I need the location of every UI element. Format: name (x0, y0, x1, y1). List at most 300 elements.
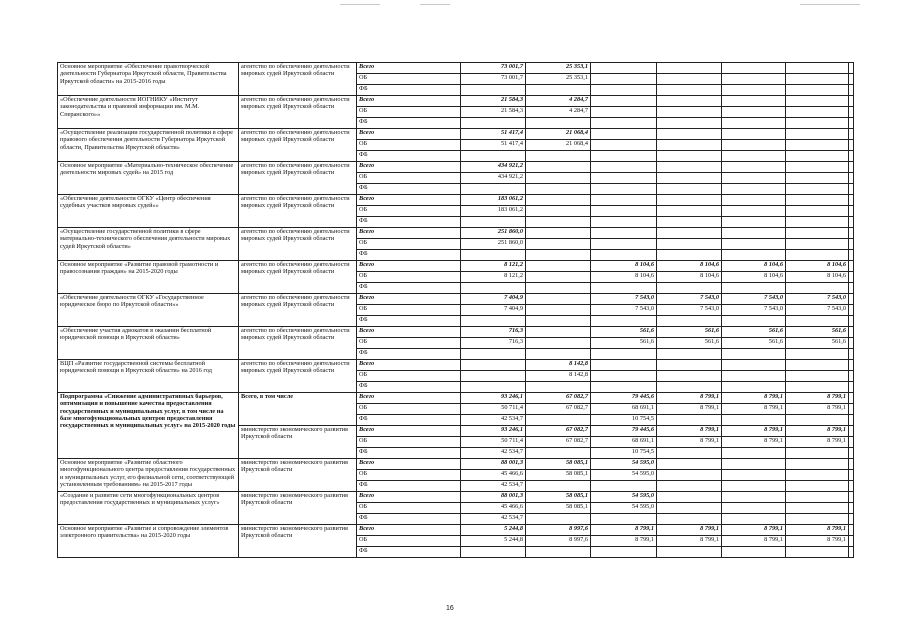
amount-cell (849, 184, 854, 195)
amount-cell (657, 85, 722, 96)
amount-cell (526, 85, 591, 96)
table-row (58, 492, 854, 503)
amount-cell (786, 481, 849, 492)
amount-cell (461, 151, 526, 162)
amount-cell (591, 250, 657, 261)
amount-cell (657, 217, 722, 228)
amount-cell (657, 492, 722, 503)
amount-cell: 54 595,0 (591, 459, 657, 470)
amount-cell (526, 250, 591, 261)
amount-cell (722, 118, 786, 129)
amount-cell (526, 294, 591, 305)
amount-cell (526, 338, 591, 349)
amount-cell: 8 799,1 (786, 393, 849, 404)
amount-cell (849, 118, 854, 129)
funding-source-cell: ФБ (357, 118, 461, 129)
amount-cell (657, 547, 722, 558)
amount-cell (657, 118, 722, 129)
amount-cell (849, 327, 854, 338)
amount-cell: 4 284,7 (526, 96, 591, 107)
amount-cell: 8 104,6 (657, 261, 722, 272)
amount-cell (526, 151, 591, 162)
amount-cell: 8 104,6 (786, 261, 849, 272)
amount-cell (786, 448, 849, 459)
amount-cell (786, 63, 849, 74)
amount-cell: 7 543,0 (722, 294, 786, 305)
amount-cell (786, 74, 849, 85)
measure-cell: ВЦП «Развитие государственной системы бесплатной юридической помощи в Иркутской области» на 2016 год (58, 360, 239, 393)
amount-cell (591, 481, 657, 492)
amount-cell (526, 195, 591, 206)
amount-cell: 8 799,1 (591, 525, 657, 536)
amount-cell (657, 360, 722, 371)
amount-cell (461, 118, 526, 129)
amount-cell (461, 547, 526, 558)
amount-cell: 8 799,1 (657, 404, 722, 415)
amount-cell (786, 195, 849, 206)
executor-cell: агентство по обеспечению деятельности мировых судей Иркутской области (239, 195, 357, 228)
amount-cell (722, 547, 786, 558)
amount-cell: 50 711,4 (461, 404, 526, 415)
amount-cell: 54 595,0 (591, 492, 657, 503)
funding-source-cell: ФБ (357, 547, 461, 558)
amount-cell (526, 547, 591, 558)
amount-cell (526, 448, 591, 459)
measure-cell: Основное мероприятие «Обеспечение правотворческой деятельности Губернатора Иркутской области, Правительства Иркутской области» на 2015-2016 годы (58, 63, 239, 96)
amount-cell (657, 316, 722, 327)
amount-cell (786, 118, 849, 129)
amount-cell: 73 001,7 (461, 74, 526, 85)
funding-source-cell: Всего (357, 96, 461, 107)
amount-cell (722, 316, 786, 327)
amount-cell (849, 459, 854, 470)
amount-cell (786, 129, 849, 140)
amount-cell: 58 085,1 (526, 492, 591, 503)
amount-cell: 58 085,1 (526, 459, 591, 470)
amount-cell (786, 85, 849, 96)
amount-cell (722, 107, 786, 118)
amount-cell: 45 466,6 (461, 470, 526, 481)
amount-cell (657, 228, 722, 239)
amount-cell (849, 63, 854, 74)
funding-source-cell: ОБ (357, 338, 461, 349)
amount-cell (526, 305, 591, 316)
amount-cell: 10 754,5 (591, 415, 657, 426)
amount-cell (722, 503, 786, 514)
amount-cell: 54 595,0 (591, 503, 657, 514)
amount-cell (722, 217, 786, 228)
amount-cell (722, 74, 786, 85)
amount-cell (722, 360, 786, 371)
amount-cell (657, 349, 722, 360)
amount-cell: 67 082,7 (526, 437, 591, 448)
funding-source-cell: ФБ (357, 349, 461, 360)
amount-cell (526, 206, 591, 217)
amount-cell: 67 082,7 (526, 393, 591, 404)
amount-cell: 8 121,2 (461, 272, 526, 283)
executor-cell: министерство экономического развития Иркутской области (239, 492, 357, 525)
funding-source-cell: Всего (357, 459, 461, 470)
amount-cell: 8 799,1 (786, 426, 849, 437)
funding-source-cell: Всего (357, 228, 461, 239)
table-row (58, 360, 854, 371)
table-row (58, 162, 854, 173)
funding-source-cell: ОБ (357, 503, 461, 514)
amount-cell: 8 799,1 (591, 536, 657, 547)
amount-cell (849, 382, 854, 393)
amount-cell (849, 294, 854, 305)
funding-source-cell: ФБ (357, 316, 461, 327)
amount-cell (786, 470, 849, 481)
amount-cell: 561,6 (657, 338, 722, 349)
amount-cell: 8 799,1 (722, 426, 786, 437)
funding-source-cell: ФБ (357, 481, 461, 492)
amount-cell (591, 360, 657, 371)
amount-cell (657, 250, 722, 261)
amount-cell: 8 799,1 (722, 525, 786, 536)
amount-cell (657, 184, 722, 195)
amount-cell (849, 140, 854, 151)
table-row (58, 96, 854, 107)
amount-cell (591, 514, 657, 525)
amount-cell (722, 173, 786, 184)
amount-cell (591, 239, 657, 250)
funding-source-cell: ОБ (357, 206, 461, 217)
amount-cell: 8 121,2 (461, 261, 526, 272)
amount-cell: 21 584,3 (461, 96, 526, 107)
table-row (58, 294, 854, 305)
funding-source-cell: ФБ (357, 217, 461, 228)
amount-cell (849, 96, 854, 107)
amount-cell (526, 184, 591, 195)
amount-cell (657, 415, 722, 426)
amount-cell (722, 140, 786, 151)
amount-cell (591, 217, 657, 228)
amount-cell (591, 228, 657, 239)
amount-cell (657, 74, 722, 85)
funding-source-cell: ОБ (357, 173, 461, 184)
amount-cell (849, 338, 854, 349)
amount-cell (849, 305, 854, 316)
amount-cell: 8 799,1 (657, 393, 722, 404)
amount-cell (786, 360, 849, 371)
amount-cell (461, 184, 526, 195)
amount-cell: 8 997,6 (526, 536, 591, 547)
amount-cell (526, 327, 591, 338)
amount-cell (849, 426, 854, 437)
amount-cell (786, 96, 849, 107)
funding-source-cell: ФБ (357, 151, 461, 162)
amount-cell (461, 316, 526, 327)
amount-cell (591, 349, 657, 360)
amount-cell: 716,3 (461, 327, 526, 338)
amount-cell (849, 448, 854, 459)
amount-cell: 67 082,7 (526, 404, 591, 415)
amount-cell: 7 543,0 (722, 305, 786, 316)
amount-cell (849, 173, 854, 184)
amount-cell (786, 217, 849, 228)
amount-cell: 561,6 (657, 327, 722, 338)
amount-cell (591, 118, 657, 129)
amount-cell (849, 261, 854, 272)
executor-cell: министерство экономического развития Иркутской области (239, 459, 357, 492)
amount-cell (849, 228, 854, 239)
amount-cell: 54 595,0 (591, 470, 657, 481)
amount-cell (591, 162, 657, 173)
amount-cell: 8 799,1 (657, 525, 722, 536)
amount-cell (722, 459, 786, 470)
amount-cell (786, 162, 849, 173)
amount-cell (722, 250, 786, 261)
amount-cell (849, 107, 854, 118)
amount-cell: 561,6 (786, 327, 849, 338)
amount-cell: 5 244,8 (461, 536, 526, 547)
amount-cell: 4 284,7 (526, 107, 591, 118)
table-row (58, 195, 854, 206)
amount-cell: 58 085,1 (526, 503, 591, 514)
measure-cell: «Обеспечение деятельности ОГКУ «Государственное юридическое бюро по Иркутской области»» (58, 294, 239, 327)
amount-cell (849, 360, 854, 371)
budget-table-body (58, 63, 854, 558)
amount-cell: 8 799,1 (786, 525, 849, 536)
amount-cell (849, 481, 854, 492)
amount-cell: 21 068,4 (526, 129, 591, 140)
amount-cell (657, 481, 722, 492)
amount-cell: 79 445,6 (591, 426, 657, 437)
amount-cell (786, 349, 849, 360)
amount-cell (722, 162, 786, 173)
funding-source-cell: ОБ (357, 404, 461, 415)
amount-cell (526, 173, 591, 184)
amount-cell (722, 514, 786, 525)
table-row (58, 327, 854, 338)
amount-cell (849, 547, 854, 558)
amount-cell (526, 415, 591, 426)
amount-cell (786, 228, 849, 239)
amount-cell (786, 173, 849, 184)
amount-cell (526, 228, 591, 239)
amount-cell (461, 85, 526, 96)
amount-cell (722, 228, 786, 239)
amount-cell (657, 195, 722, 206)
amount-cell (591, 316, 657, 327)
executor-cell: агентство по обеспечению деятельности мировых судей Иркутской области (239, 129, 357, 162)
amount-cell: 8 142,8 (526, 371, 591, 382)
amount-cell: 561,6 (591, 338, 657, 349)
executor-cell: министерство экономического развития Иркутской области (239, 525, 357, 558)
amount-cell (461, 382, 526, 393)
amount-cell (657, 107, 722, 118)
funding-source-cell: ФБ (357, 415, 461, 426)
amount-cell (722, 63, 786, 74)
amount-cell: 183 061,2 (461, 195, 526, 206)
amount-cell (591, 85, 657, 96)
amount-cell (849, 470, 854, 481)
amount-cell (849, 272, 854, 283)
amount-cell: 25 353,1 (526, 63, 591, 74)
funding-source-cell: ОБ (357, 140, 461, 151)
amount-cell: 42 534,7 (461, 448, 526, 459)
funding-source-cell: Всего (357, 492, 461, 503)
amount-cell (526, 239, 591, 250)
amount-cell (657, 206, 722, 217)
amount-cell: 561,6 (722, 338, 786, 349)
amount-cell: 51 417,4 (461, 129, 526, 140)
funding-source-cell: Всего (357, 426, 461, 437)
amount-cell: 7 543,0 (591, 305, 657, 316)
measure-cell: «Создание и развитие сети многофункциональных центров предоставления государственных и муниципальных услуг» (58, 492, 239, 525)
amount-cell (786, 492, 849, 503)
amount-cell (786, 316, 849, 327)
funding-source-cell: ОБ (357, 536, 461, 547)
amount-cell (849, 514, 854, 525)
amount-cell (657, 503, 722, 514)
amount-cell (722, 184, 786, 195)
funding-source-cell: Всего (357, 129, 461, 140)
measure-cell: «Обеспечение деятельности ОГКУ «Центр обеспечения судебных участков мировых судей»» (58, 195, 239, 228)
amount-cell (657, 514, 722, 525)
amount-cell: 42 534,7 (461, 514, 526, 525)
amount-cell (849, 503, 854, 514)
amount-cell (591, 140, 657, 151)
funding-source-cell: ФБ (357, 382, 461, 393)
amount-cell (786, 459, 849, 470)
amount-cell (722, 85, 786, 96)
amount-cell (722, 349, 786, 360)
amount-cell (786, 206, 849, 217)
amount-cell (849, 129, 854, 140)
funding-source-cell: ОБ (357, 437, 461, 448)
amount-cell (722, 415, 786, 426)
funding-source-cell: Всего (357, 393, 461, 404)
table-row (58, 63, 854, 74)
amount-cell (849, 206, 854, 217)
amount-cell (786, 184, 849, 195)
amount-cell (722, 206, 786, 217)
amount-cell (461, 349, 526, 360)
amount-cell (722, 239, 786, 250)
measure-cell: «Осуществление реализации государственной политики в сфере правового обеспечения деятельности Губернатора Иркутской области, Правительства Иркутской области» (58, 129, 239, 162)
amount-cell: 42 534,7 (461, 415, 526, 426)
amount-cell (849, 437, 854, 448)
amount-cell: 8 799,1 (657, 437, 722, 448)
funding-source-cell: ФБ (357, 85, 461, 96)
amount-cell (722, 195, 786, 206)
amount-cell (722, 448, 786, 459)
amount-cell (786, 503, 849, 514)
amount-cell: 7 404,9 (461, 305, 526, 316)
amount-cell (722, 481, 786, 492)
amount-cell (786, 140, 849, 151)
amount-cell: 8 799,1 (786, 536, 849, 547)
amount-cell: 8 799,1 (722, 393, 786, 404)
amount-cell (722, 151, 786, 162)
amount-cell (849, 415, 854, 426)
amount-cell: 79 445,6 (591, 393, 657, 404)
amount-cell (461, 283, 526, 294)
funding-source-cell: Всего (357, 525, 461, 536)
funding-source-cell: Всего (357, 261, 461, 272)
amount-cell: 561,6 (786, 338, 849, 349)
amount-cell (722, 96, 786, 107)
table-row (58, 129, 854, 140)
funding-source-cell: ФБ (357, 448, 461, 459)
amount-cell: 8 799,1 (657, 426, 722, 437)
executor-cell: агентство по обеспечению деятельности мировых судей Иркутской области (239, 360, 357, 393)
amount-cell (591, 129, 657, 140)
amount-cell: 73 001,7 (461, 63, 526, 74)
measure-cell: Подпрограмма «Снижение административных барьеров, оптимизация и повышение качества предоставления государственных и муниципальных услуг, в том числе на базе многофункциональных центров предоставления государственных и муниципальных услуг» на 2015-2020 годы (58, 393, 239, 459)
amount-cell (849, 371, 854, 382)
amount-cell (849, 492, 854, 503)
amount-cell (657, 448, 722, 459)
amount-cell (849, 162, 854, 173)
amount-cell: 7 543,0 (591, 294, 657, 305)
amount-cell (786, 415, 849, 426)
funding-source-cell: Всего (357, 327, 461, 338)
amount-cell (461, 371, 526, 382)
amount-cell (722, 283, 786, 294)
funding-source-cell: ФБ (357, 283, 461, 294)
amount-cell (657, 96, 722, 107)
table-row (58, 525, 854, 536)
measure-cell: Основное мероприятие «Развитие областного многофункционального центра предоставления государственных и муниципальных услуг, его филиальной сети, соответствующей установленным требованиям» на 2015-2017 годы (58, 459, 239, 492)
amount-cell (657, 162, 722, 173)
amount-cell (849, 316, 854, 327)
amount-cell (526, 162, 591, 173)
table-row (58, 393, 854, 404)
amount-cell (591, 206, 657, 217)
amount-cell (786, 239, 849, 250)
amount-cell: 8 799,1 (657, 536, 722, 547)
amount-cell (526, 283, 591, 294)
executor-cell: Всего, в том числе (239, 393, 357, 426)
amount-cell (786, 250, 849, 261)
measure-cell: Основное мероприятие «Развитие и сопровождение элементов электронного правительства» на 2015-2020 годы (58, 525, 239, 558)
amount-cell: 51 417,4 (461, 140, 526, 151)
amount-cell (591, 151, 657, 162)
executor-cell: агентство по обеспечению деятельности мировых судей Иркутской области (239, 63, 357, 96)
amount-cell: 5 244,8 (461, 525, 526, 536)
funding-source-cell: ОБ (357, 239, 461, 250)
amount-cell (526, 217, 591, 228)
page-number: 16 (446, 605, 454, 612)
amount-cell (461, 250, 526, 261)
amount-cell: 561,6 (591, 327, 657, 338)
amount-cell (657, 459, 722, 470)
table-row (58, 228, 854, 239)
amount-cell: 45 466,6 (461, 503, 526, 514)
funding-source-cell: ОБ (357, 272, 461, 283)
amount-cell (786, 151, 849, 162)
amount-cell (849, 349, 854, 360)
amount-cell (849, 250, 854, 261)
amount-cell (526, 261, 591, 272)
amount-cell (849, 404, 854, 415)
executor-cell: агентство по обеспечению деятельности мировых судей Иркутской области (239, 96, 357, 129)
amount-cell: 8 799,1 (722, 536, 786, 547)
amount-cell: 183 061,2 (461, 206, 526, 217)
amount-cell (849, 195, 854, 206)
amount-cell (526, 481, 591, 492)
amount-cell: 10 754,5 (591, 448, 657, 459)
amount-cell: 8 104,6 (657, 272, 722, 283)
amount-cell (657, 140, 722, 151)
amount-cell (657, 382, 722, 393)
amount-cell: 67 082,7 (526, 426, 591, 437)
funding-source-cell: Всего (357, 294, 461, 305)
measure-cell: Основное мероприятие «Развитие правовой грамотности и правосознания граждан» на 2015-2020 годы (58, 261, 239, 294)
